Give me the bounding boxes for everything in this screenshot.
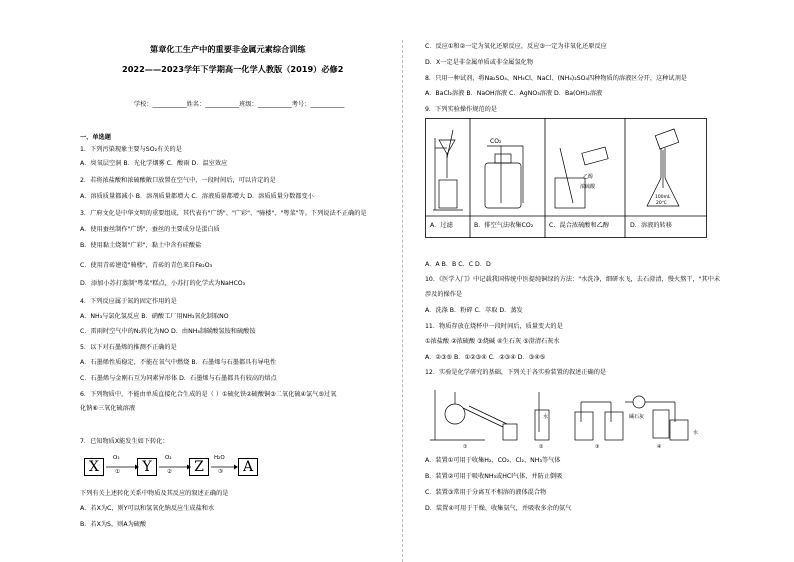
question-line: 4．下列反应属于氮的固定作用的是 — [80, 298, 177, 305]
question-line: 3．广府文化是中华文明的重要组成，其代表有"广绣"、"广彩"、"骑楼"、"粤菜"等。下列说法不正确的是 — [80, 210, 367, 217]
device-number: ④ — [657, 444, 662, 450]
water-label: 水 — [543, 414, 549, 420]
question-line: A．NH₃与氯化氢反应 B．硝酸工厂用NH₃氧化制取NO — [80, 313, 229, 320]
soda-lime-label: 碱石灰 — [629, 414, 645, 420]
arrow-label: H₂O — [214, 455, 225, 461]
chain-box-a: A — [238, 458, 258, 476]
question-line: B．若X为S，则A为硫酸 — [80, 521, 147, 528]
arrow-number: ③ — [218, 469, 223, 475]
device-number: ② — [539, 444, 544, 450]
water-label: 水 — [693, 430, 699, 436]
device-number: ③ — [595, 444, 600, 450]
question-line: 9．下列实验操作规范的是 — [425, 106, 497, 113]
arrow-number: ② — [167, 469, 172, 475]
q12-apparatus-figure — [425, 382, 715, 450]
question-line: D．X一定是非金属单质或非金属氢化物 — [425, 59, 534, 66]
doc-subtitle: 2022——2023学年下学期高一化学人教版（2019）必修2 — [122, 64, 344, 74]
q9-options: A．A B．B C．C D．D — [425, 261, 491, 268]
question-line: 涉及的操作是 — [425, 291, 463, 298]
question-line: 10．《医学入门》中记载我国传统中医提纯铜绿的方法："水洗净，细研水飞，去石澄清，慢火熬干，"其中未 — [425, 276, 721, 283]
question-line: C．使用青砖建造"骑楼"，青砖的青色来自Fe₂O₃ — [80, 262, 213, 269]
ethanol-label: 乙醇 — [583, 174, 594, 180]
question-line: 化钠⑥三氧化硫溶液 — [80, 405, 136, 412]
column-divider — [402, 40, 403, 562]
co2-label: CO₂ — [490, 138, 502, 145]
chain-box-x: X — [84, 458, 104, 476]
question-line: ①浓盐酸 ②浓硫酸 ③烧碱 ④生石灰 ⑤澄清石灰水 — [425, 338, 560, 345]
question-line: D．添加小苏打蒸制"粤菜"糕点，小苏打的化学式为NaHCO₃ — [80, 280, 246, 287]
question-line: 1．下列污染现象主要与SO₂有关的是 — [80, 146, 182, 153]
q9-label-b: B．排空气法收集CO₂ — [474, 222, 534, 229]
question-line: C．反应①和②一定为氧化还原反应，反应③一定为非氧化还原反应 — [425, 43, 607, 50]
question-line: A．石墨烯性质稳定，不能在氧气中燃烧 B．石墨烯与石墨都具有导电性 — [80, 359, 277, 366]
question-line: 7．已知物质X能发生如下转化： — [80, 438, 169, 445]
question-line: B．装置②可用于吸收NH₃或HCl气体，并防止倒吸 — [425, 473, 563, 480]
question-line: A．洗涤 B．粉碎 C．萃取 D．蒸发 — [425, 307, 523, 314]
section-heading: 一、单选题 — [80, 134, 111, 141]
arrow-number: ① — [115, 469, 120, 475]
q9-label-d: D．溶液的转移 — [630, 222, 672, 229]
question-line: 5．以下对石墨烯的推测不正确的是 — [80, 344, 177, 351]
q9-label-c: C．混合浓硫酸和乙醇 — [549, 222, 610, 229]
question-line: 下列有关上述转化关系中物质及其反应的叙述正确的是 — [80, 490, 229, 497]
q9-apparatus-figure — [425, 118, 707, 238]
filtration-apparatus — [433, 130, 463, 210]
question-line: C．石墨烯与金刚石互为同素异形体 D．石墨烯与石墨都具有较高的熔点 — [80, 375, 277, 382]
device-number: ① — [463, 444, 468, 450]
arrow-label: O₂ — [165, 455, 172, 461]
arrow-label: O₂ — [113, 455, 120, 461]
question-line: A．臭氧层空洞 B．光化学烟雾 C．酸雨 D．温室效应 — [80, 160, 228, 167]
flask-temp: 20℃ — [656, 201, 667, 206]
question-line: A．BaCl₂溶液 B．NaOH溶液 C．AgNO₃溶液 D．Ba(OH)₂溶液 — [425, 90, 603, 97]
question-line: 6．下列物质中，不能由单质直接化合生成的是（ ）①硫化铁②硫酸铜③二氧化硫④氯气⑤过氧 — [80, 391, 337, 398]
question-line: C．装置③常用于分离互不相溶的液体混合物 — [425, 489, 547, 496]
student-info: 学校：___________姓名：___________班级：___________考号：___________ — [134, 101, 345, 108]
question-line: A．若X为C，则Y可以和氢氧化钠反应生成盐和水 — [80, 505, 215, 512]
question-line: A．②③⑤ B．①②③④ C．②③④ D．③④⑤ — [425, 354, 546, 361]
question-line: D．装置④可用于干燥、收集氨气，并吸收多余的氨气 — [425, 505, 572, 512]
chain-box-y: Y — [137, 458, 157, 476]
question-line: 2．若将浓盐酸和浓硫酸敞口放置在空气中，一段时间后，可以肯定的是 — [80, 177, 276, 184]
q9-label-a: A．过滤 — [430, 222, 453, 229]
question-line: 8．只用一种试剂，将Na₂SO₄、NH₄Cl、NaCl、(NH₄)₂SO₄四种物质的溶液区分开，这种试剂是 — [425, 75, 687, 82]
flask-volume: 100mL — [655, 195, 671, 200]
question-line: 11．物质存放在烧杯中一段时间后，质量变大的是 — [425, 323, 563, 330]
question-line: B．使用黏土烧制"广彩"，黏土中含有硅酸盐 — [80, 242, 202, 249]
question-line: A．溶质质量都减小 B．溶剂质量都增大 C．溶液质量都增大 D．溶质质量分数都变小 — [80, 193, 314, 200]
gas-bottle — [485, 146, 523, 208]
question-line: 12．实验是化学研究的基础，下列关于各实验装置的叙述正确的是 — [425, 369, 607, 376]
doc-title: 第章化工生产中的重要非金属元素综合训练 — [150, 44, 306, 54]
acid-label: 浓硫酸 — [580, 184, 596, 190]
question-line: A．使用蚕丝制作"广绣"，蚕丝的主要成分是蛋白质 — [80, 226, 220, 233]
mixing-apparatus — [555, 147, 608, 208]
question-line: A．装置①可用于收集H₂、CO₂、Cl₂、NH₃等气体 — [425, 457, 561, 464]
chain-box-z: Z — [189, 458, 209, 476]
question-line: C．雷雨时空气中的N₂转化为NO D．由NH₃制碳酸氢铵和硫酸铵 — [80, 328, 256, 335]
